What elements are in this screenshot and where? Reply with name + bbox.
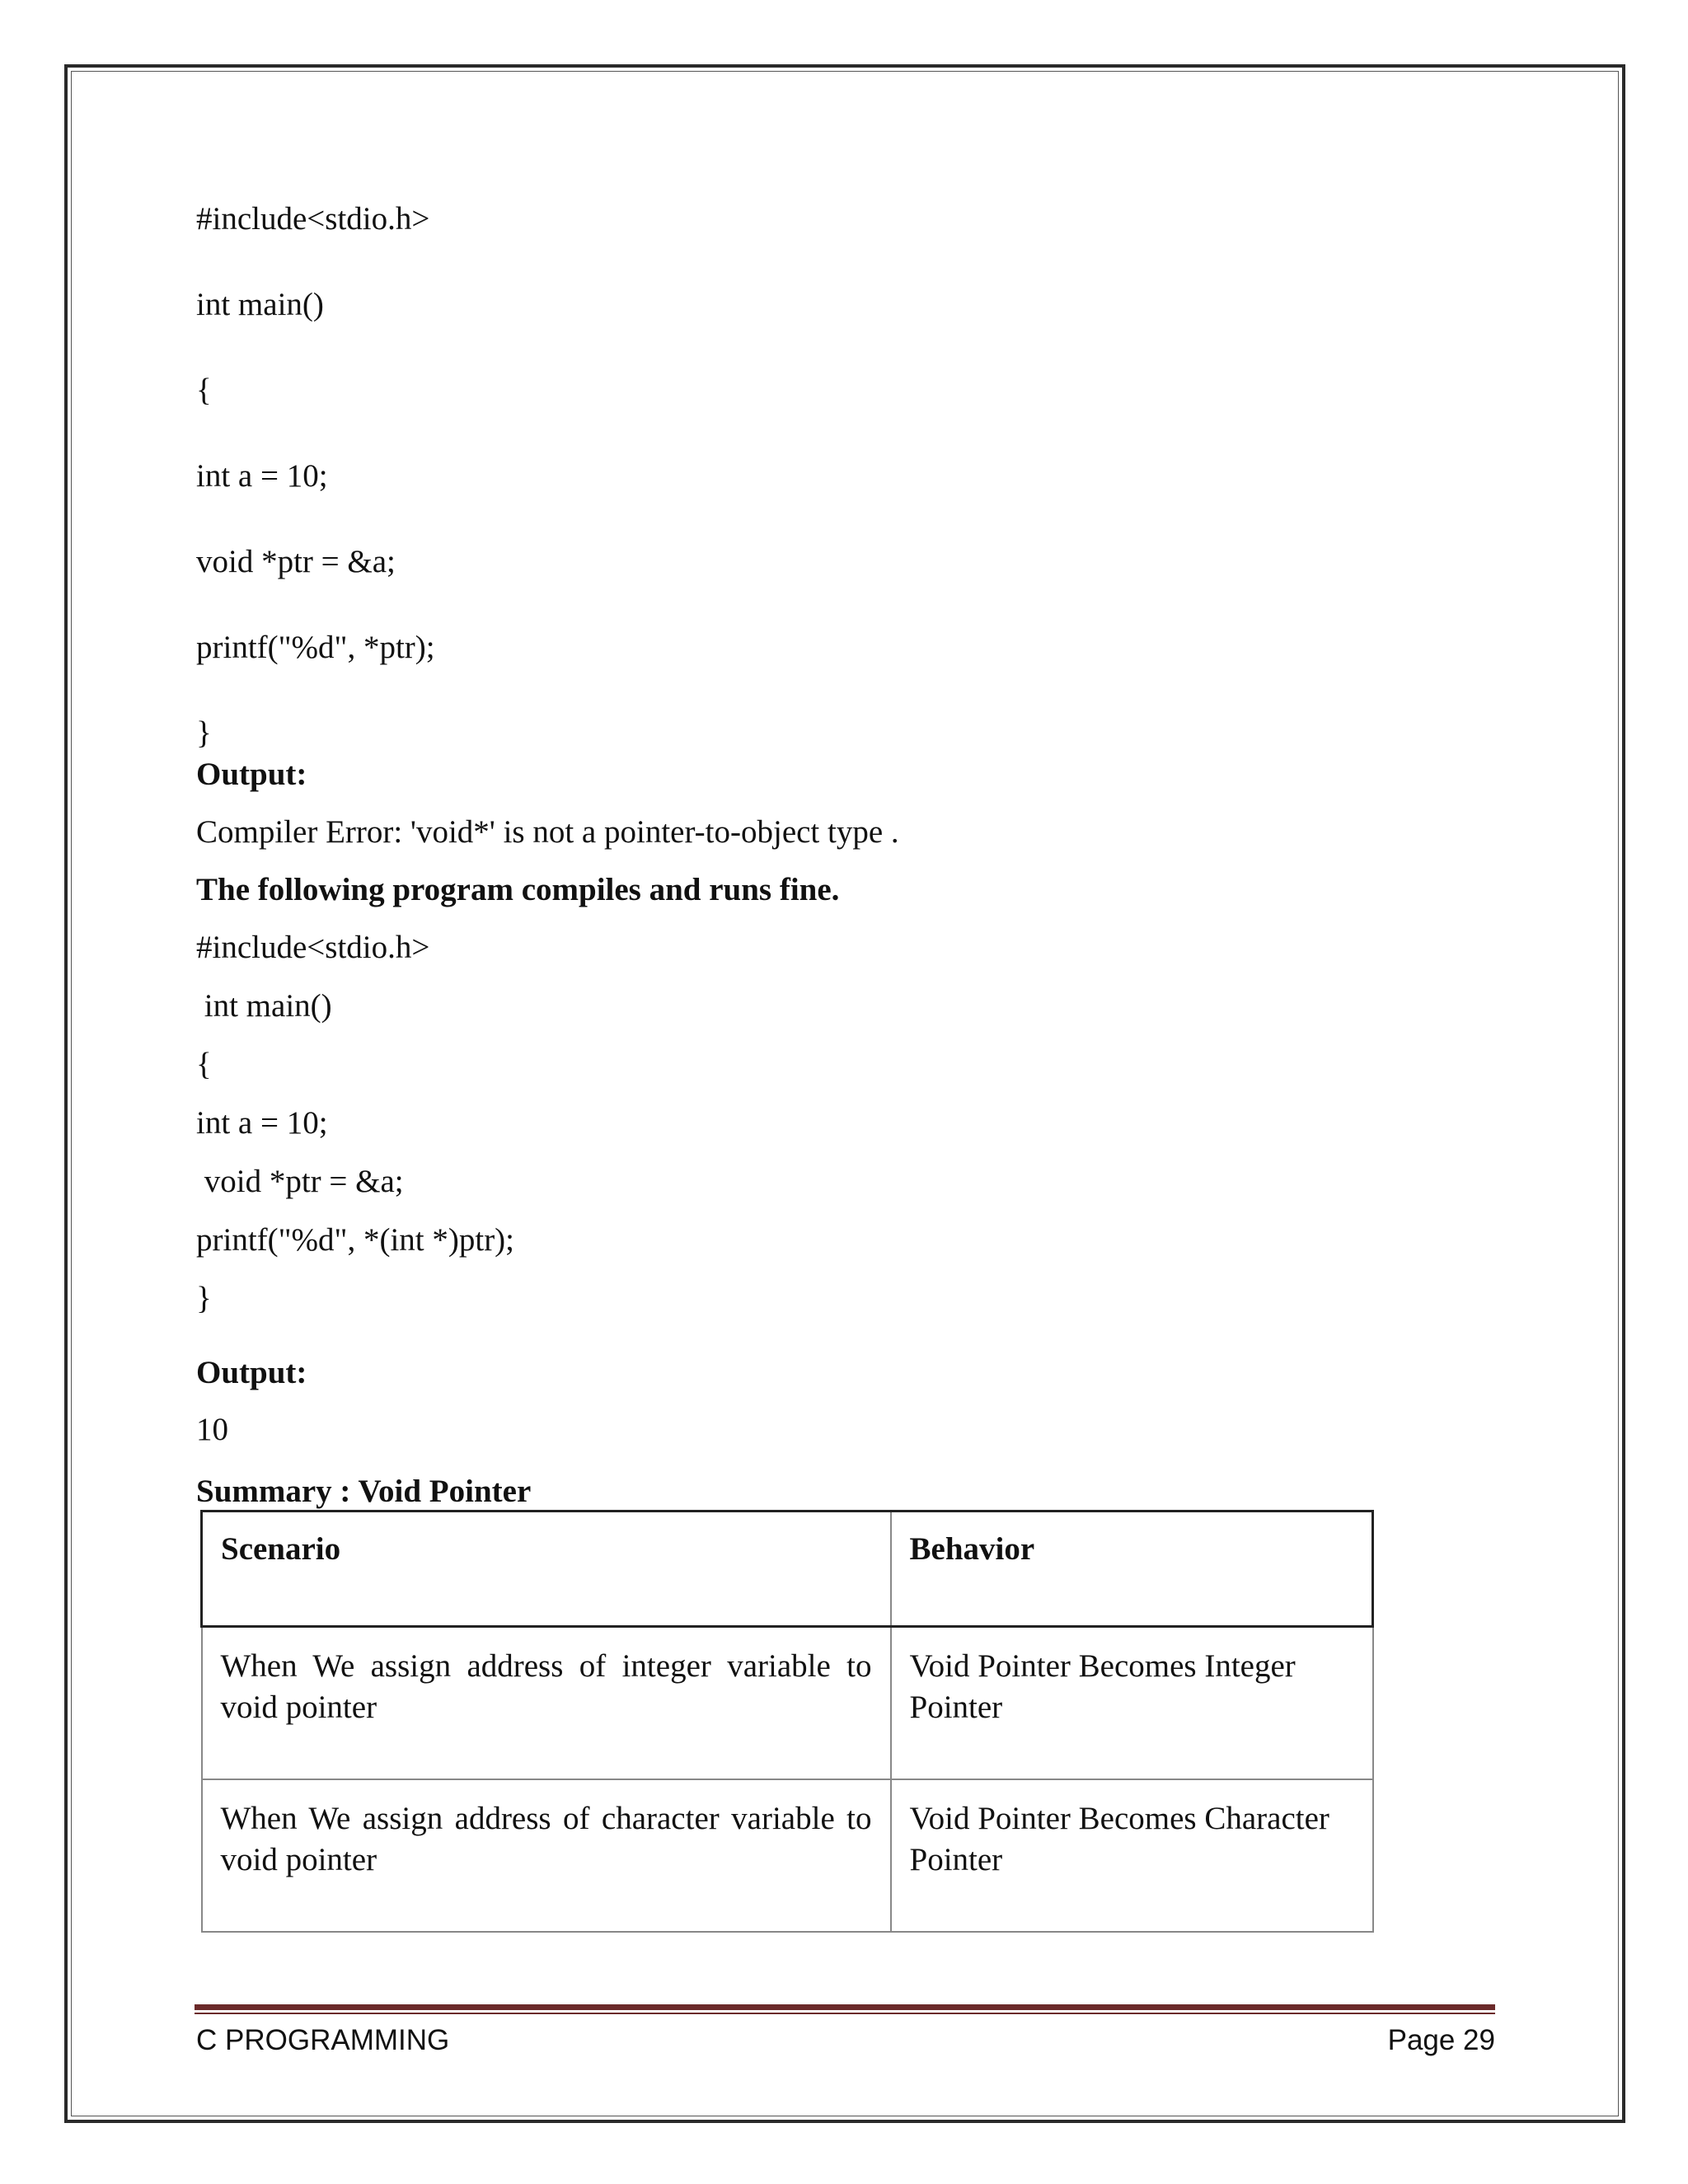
output-heading: Output: — [196, 757, 307, 792]
output-text: Compiler Error: 'void*' is not a pointer-to-object type . — [196, 814, 899, 850]
page-number: Page 29 — [1387, 2024, 1495, 2056]
footer-rule — [195, 2004, 1495, 2010]
code-line: printf("%d", *(int *)ptr); — [196, 1222, 515, 1258]
footer-title: C PROGRAMMING — [196, 2024, 450, 2056]
code-line: } — [196, 1281, 212, 1316]
table-row — [202, 1627, 1373, 1779]
code-line: void *ptr = &a; — [196, 1164, 404, 1199]
table-cell-behavior: Void Pointer Becomes Character Pointer — [891, 1779, 1373, 1932]
footer-rule-thin — [195, 2013, 1495, 2014]
code-line: { — [196, 373, 212, 408]
summary-title: Summary : Void Pointer — [196, 1474, 532, 1509]
code-line: printf("%d", *ptr); — [196, 630, 435, 665]
table-row — [202, 1779, 1373, 1932]
output-heading: Output: — [196, 1355, 307, 1390]
section-intro: The following program compiles and runs fine. — [196, 872, 840, 907]
table-cell-scenario: When We assign address of character variable to void pointer — [202, 1779, 891, 1932]
table-header-behavior: Behavior — [891, 1511, 1373, 1627]
output-text: 10 — [196, 1412, 228, 1447]
summary-table — [200, 1510, 1374, 1933]
code-line: int main() — [196, 988, 332, 1024]
code-line: int main() — [196, 287, 324, 322]
table-header-scenario: Scenario — [202, 1511, 891, 1627]
code-line: } — [196, 715, 212, 751]
code-line: { — [196, 1047, 212, 1082]
code-line: #include<stdio.h> — [196, 201, 430, 237]
code-line: int a = 10; — [196, 1105, 328, 1141]
table-cell-scenario: When We assign address of integer variable to void pointer — [202, 1627, 891, 1779]
code-line: #include<stdio.h> — [196, 930, 430, 965]
table-header-row — [202, 1511, 1373, 1627]
code-line: void *ptr = &a; — [196, 544, 396, 579]
table-cell-behavior: Void Pointer Becomes Integer Pointer — [891, 1627, 1373, 1779]
code-line: int a = 10; — [196, 458, 328, 494]
